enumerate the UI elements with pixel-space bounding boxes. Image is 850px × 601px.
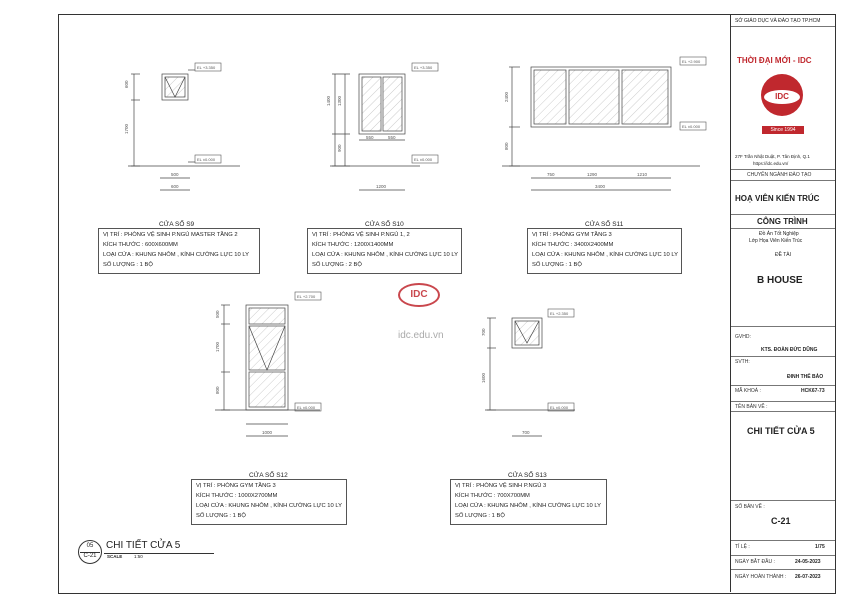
s11-level-bottom: EL ±0.000	[682, 124, 701, 129]
s9-dim-h1: 600	[171, 184, 179, 189]
info-position: VỊ TRÍ : PHÒNG VỆ SINH P.NGỦ MASTER TẦNG 2	[103, 232, 238, 238]
info-qty: SỐ LƯỢNG : 1 BỘ	[103, 262, 153, 268]
s10-dim-h1: 550	[388, 135, 396, 140]
svth-label: SVTH:	[735, 359, 750, 365]
s9-dim-v0: 600	[124, 80, 129, 88]
s12-dim-v0: 500	[215, 310, 220, 318]
info-qty: SỐ LƯỢNG : 1 BỘ	[455, 513, 505, 519]
s13-level-bottom: EL ±0.000	[550, 405, 569, 410]
s9-level-bottom: EL ±0.000	[197, 157, 216, 162]
gvhd: KTS. ĐOÀN ĐỨC DŨNG	[761, 347, 818, 353]
scale-value: 1:50	[134, 554, 143, 559]
drawing-title: CHI TIẾT CỬA 5	[106, 540, 181, 551]
s11-dim-h1: 1290	[587, 172, 598, 177]
window-s9-drawing	[128, 70, 240, 190]
drawing-name: CHI TIẾT CỬA 5	[747, 426, 815, 436]
info-type: LOẠI CỬA : KHUNG NHÔM , KÍNH CƯỜNG LỰC 10 LY	[455, 503, 601, 509]
start-date: 24-05-2023	[795, 559, 821, 565]
s13-dim-v0: 700	[481, 328, 486, 336]
s13-dim-h0: 700	[522, 430, 530, 435]
drawing-bubble	[78, 540, 102, 564]
info-qty: SỐ LƯỢNG : 2 BỘ	[312, 262, 362, 268]
scale-label: SCALE	[107, 554, 123, 559]
window-s13-drawing	[485, 318, 575, 436]
program: HOẠ VIÊN KIẾN TRÚC	[735, 194, 820, 203]
program-label: CHUYÊN NGÀNH ĐÀO TẠO	[747, 172, 812, 178]
logo-text: IDC	[764, 90, 800, 104]
info-type: LOẠI CỬA : KHUNG NHÔM , KÍNH CƯỜNG LỰC 10 LY	[312, 252, 458, 258]
info-box-s11	[527, 221, 682, 274]
info-size: KÍCH THƯỚC : 1200X1400MM	[312, 242, 394, 248]
department: SỞ GIÁO DỤC VÀ ĐÀO TẠO TP.HCM	[735, 18, 821, 24]
s11-dim-h2: 1210	[637, 172, 648, 177]
info-box-s9	[98, 221, 260, 274]
bubble-bottom: C-21	[83, 553, 97, 559]
window-s12-drawing	[215, 305, 320, 436]
info-size: KÍCH THƯỚC : 700X700MM	[455, 493, 530, 499]
info-position: VỊ TRÍ : PHÒNG VỆ SINH P.NGỦ 1, 2	[312, 232, 410, 238]
address: 27F Trần Nhật Duật, P. Tân Định, Q.1	[735, 154, 810, 159]
website: https://idc.edu.vn/	[753, 161, 789, 166]
window-s11-drawing	[502, 67, 700, 190]
topic: B HOUSE	[757, 275, 803, 286]
info-size: KÍCH THƯỚC : 3400X2400MM	[532, 242, 614, 248]
info-type: LOẠI CỬA : KHUNG NHÔM , KÍNH CƯỜNG LỰC 10 LY	[196, 503, 342, 509]
info-type: LOẠI CỬA : KHUNG NHÔM , KÍNH CƯỜNG LỰC 10 LY	[103, 252, 249, 258]
end-date: 26-07-2023	[795, 574, 821, 580]
s10-level-bottom: EL ±0.000	[414, 157, 433, 162]
s13-dim-v1: 1600	[481, 372, 486, 383]
title-block	[730, 14, 835, 592]
window-s10-drawing	[330, 74, 420, 190]
drawing-name-label: TÊN BẢN VẼ :	[735, 404, 768, 410]
s10-dim-v1: 1300	[337, 95, 342, 106]
info-box-s13	[450, 472, 607, 525]
s10-dim-h2: 1200	[376, 184, 387, 189]
project-label: CÔNG TRÌNH	[757, 217, 808, 226]
s10-dim-h0: 550	[366, 135, 374, 140]
bubble-top: 05	[86, 543, 94, 549]
s10-dim-v2: 900	[337, 144, 342, 152]
info-type: LOẠI CỬA : KHUNG NHÔM , KÍNH CƯỜNG LỰC 10 LY	[532, 252, 678, 258]
end-label: NGÀY HOÀN THÀNH :	[735, 574, 787, 580]
info-position: VỊ TRÍ : PHÒNG GYM TẦNG 3	[196, 483, 276, 489]
s11-dim-v1: 800	[504, 142, 509, 150]
info-size: KÍCH THƯỚC : 1000X2700MM	[196, 493, 278, 499]
s9-dim-h0: 500	[171, 172, 179, 177]
sheet: C-21	[771, 516, 791, 526]
info-qty: SỐ LƯỢNG : 1 BỘ	[532, 262, 582, 268]
info-title: CỬA SỔ S11	[585, 221, 624, 228]
s10-dim-v0: 1400	[326, 95, 331, 106]
sheet-label: SỐ BẢN VẼ :	[735, 504, 765, 510]
scale-label-tb: TỈ LỆ :	[735, 544, 750, 550]
s11-dim-h3: 3400	[595, 184, 606, 189]
s12-level-bottom: EL ±0.000	[297, 405, 316, 410]
scale-tb: 1/75	[815, 544, 825, 550]
s12-dim-v1: 1700	[215, 341, 220, 352]
info-title: CỬA SỔ S9	[159, 221, 195, 228]
school-name: THỜI ĐẠI MỚI - IDC	[737, 56, 812, 65]
watermark-logo: IDC	[398, 283, 440, 307]
s11-dim-v0: 2400	[504, 91, 509, 102]
watermark-text: idc.edu.vn	[398, 330, 444, 341]
project-line1: Đồ Án Tốt Nghiệp	[759, 231, 799, 237]
s11-level-top: EL +2.900	[682, 59, 701, 64]
info-title: CỬA SỔ S13	[508, 472, 547, 479]
s11-dim-h0: 750	[547, 172, 555, 177]
course: HCK67-73	[801, 388, 825, 394]
s10-level-top: EL +3.350	[414, 65, 433, 70]
s9-dim-v1: 1700	[124, 123, 129, 134]
s12-dim-h0: 1000	[262, 430, 273, 435]
info-box-s12	[191, 472, 347, 525]
info-size: KÍCH THƯỚC : 600X600MM	[103, 242, 178, 248]
s13-level-top: EL +2.350	[550, 311, 569, 316]
course-label: MÃ KHOÁ :	[735, 388, 761, 394]
topic-label: ĐỀ TÀI	[775, 252, 792, 258]
info-box-s10	[307, 221, 462, 274]
info-position: VỊ TRÍ : PHÒNG GYM TẦNG 3	[532, 232, 612, 238]
svth: ĐINH THẾ BẢO	[787, 374, 824, 380]
info-qty: SỐ LƯỢNG : 1 BỘ	[196, 513, 246, 519]
info-title: CỬA SỔ S10	[365, 221, 404, 228]
s12-dim-v2: 800	[215, 386, 220, 394]
since-text: Since 1994	[762, 126, 804, 134]
start-label: NGÀY BẮT ĐẦU :	[735, 559, 775, 565]
gvhd-label: GVHD:	[735, 334, 751, 340]
info-position: VỊ TRÍ : PHÒNG VỆ SINH P.NGỦ 3	[455, 483, 547, 489]
s12-level-top: EL +2.700	[297, 294, 316, 299]
project-line2: Lớp Họa Viên Kiến Trúc	[749, 238, 803, 244]
s9-level-top: EL +3.350	[197, 65, 216, 70]
info-title: CỬA SỔ S12	[249, 472, 288, 479]
